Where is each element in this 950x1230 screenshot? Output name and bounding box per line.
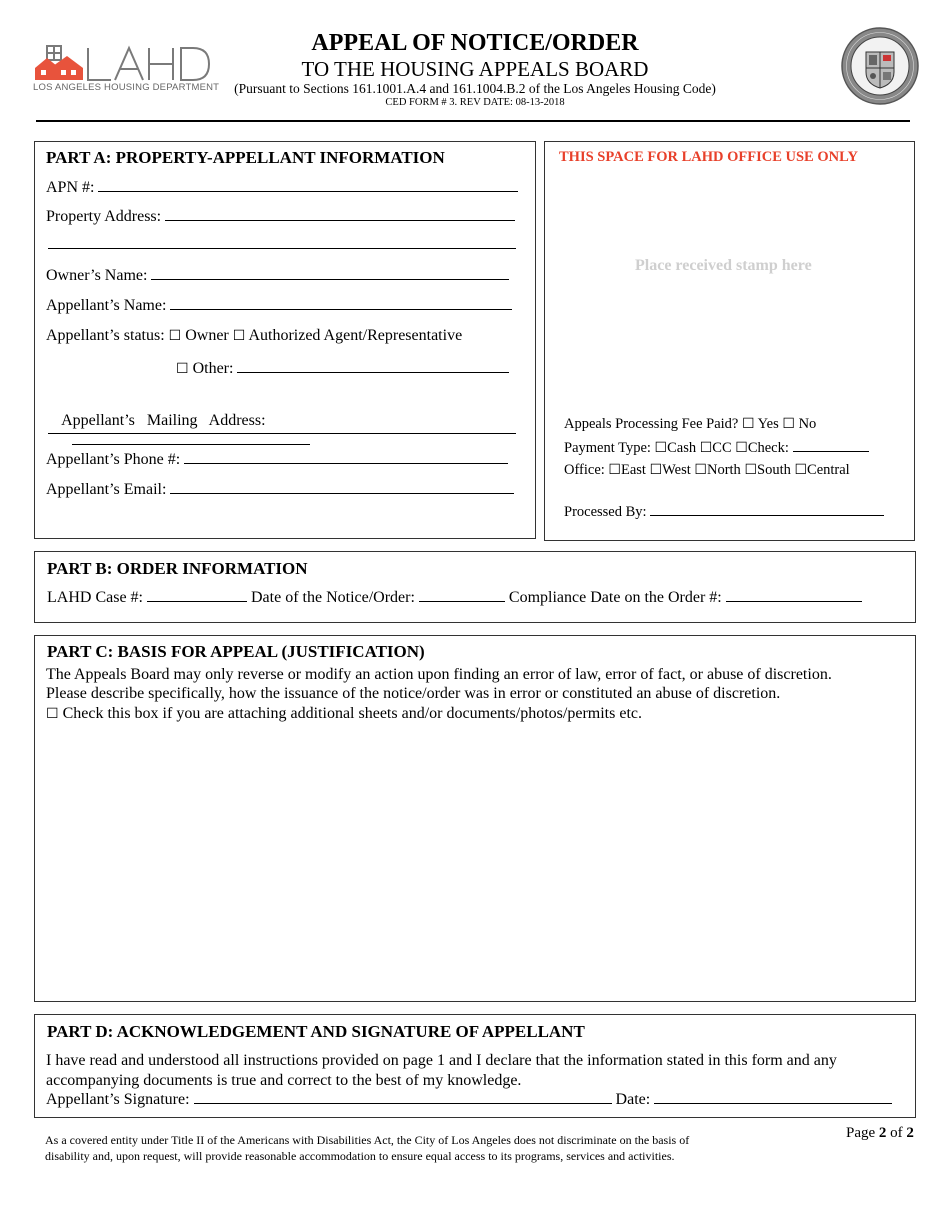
part-c-heading: PART C: BASIS FOR APPEAL (JUSTIFICATION) xyxy=(47,642,425,661)
ada-notice xyxy=(45,1132,835,1164)
office-west-checkbox[interactable]: ☐ xyxy=(649,462,663,478)
processed-by-row: Processed By: xyxy=(564,502,884,521)
status-agent-checkbox[interactable]: ☐ xyxy=(232,328,246,344)
part-b-section xyxy=(34,551,916,623)
justification-textarea[interactable] xyxy=(43,732,905,994)
phone-row: Appellant’s Phone #: xyxy=(46,450,508,470)
check-number-field[interactable] xyxy=(793,438,869,452)
acknowledgement-line-1: I have read and understood all instructions provided on page 1 and I declare that the information stated in this form and any xyxy=(46,1052,837,1069)
property-address-field-line2[interactable] xyxy=(48,248,516,249)
pursuant-note: (Pursuant to Sections 161.1001.A.4 and 161.1004.B.2 of the Los Angeles Housing Code) xyxy=(234,81,716,96)
owner-name-row: Owner’s Name: xyxy=(46,266,509,286)
status-other-row: ☐ Other: xyxy=(176,359,509,379)
signature-field[interactable] xyxy=(194,1090,612,1104)
form-revision: CED FORM # 3. REV DATE: 08-13-2018 xyxy=(385,97,565,108)
form-title: APPEAL OF NOTICE/ORDER xyxy=(311,30,639,56)
city-seal-icon xyxy=(840,26,920,106)
header-rule xyxy=(36,120,910,122)
fee-no-checkbox[interactable]: ☐ xyxy=(782,416,795,432)
payment-type-row: Payment Type: ☐Cash ☐CC ☐Check: xyxy=(564,438,869,457)
fee-paid-row: Appeals Processing Fee Paid? ☐ Yes ☐ No xyxy=(564,416,817,432)
fee-yes-checkbox[interactable]: ☐ xyxy=(742,416,755,432)
attach-row: ☐ Check this box if you are attaching additional sheets and/or documents/photos/permits etc. xyxy=(46,705,642,722)
stamp-placeholder: Place received stamp here xyxy=(635,257,812,274)
office-central-checkbox[interactable]: ☐ xyxy=(794,462,808,478)
office-north-checkbox[interactable]: ☐ xyxy=(694,462,707,478)
part-c-instructions-1: The Appeals Board may only reverse or modify an action upon finding an error of law, error of fact, or abuse of discretion. xyxy=(46,666,832,683)
owner-name-field[interactable] xyxy=(151,266,509,280)
compliance-date-field[interactable] xyxy=(726,588,862,602)
property-address-field[interactable] xyxy=(165,207,515,221)
page-number: Page 2 of 2 xyxy=(846,1125,914,1141)
part-a-section xyxy=(34,141,536,539)
attach-checkbox[interactable]: ☐ xyxy=(46,706,59,722)
apn-field[interactable] xyxy=(98,178,518,192)
logo-subtitle: LOS ANGELES HOUSING DEPARTMENT xyxy=(33,82,220,93)
office-use-section xyxy=(544,141,915,541)
pay-cc-checkbox[interactable]: ☐ xyxy=(699,440,713,456)
mailing-address-field-line2[interactable] xyxy=(48,433,516,434)
status-other-field[interactable] xyxy=(237,359,509,373)
status-owner-checkbox[interactable]: ☐ xyxy=(168,328,182,344)
acknowledgement-line-2: accompanying documents is true and correct to the best of my knowledge. xyxy=(46,1072,522,1089)
notice-date-field[interactable] xyxy=(419,588,505,602)
office-east-checkbox[interactable]: ☐ xyxy=(608,462,621,478)
property-address-row: Property Address: xyxy=(46,207,515,227)
appellant-status-row: Appellant’s status: ☐ Owner ☐ Authorized Agent/Representative xyxy=(46,327,463,344)
office-row: Office: ☐East ☐West ☐North ☐South ☐Central xyxy=(564,462,850,478)
phone-field[interactable] xyxy=(184,450,508,464)
email-field[interactable] xyxy=(170,480,514,494)
order-info-row: LAHD Case #: Date of the Notice/Order: Compliance Date on the Order #: xyxy=(47,588,862,608)
appellant-name-row: Appellant’s Name: xyxy=(46,296,512,316)
status-other-checkbox[interactable]: ☐ xyxy=(176,361,189,377)
part-d-heading: PART D: ACKNOWLEDGEMENT AND SIGNATURE OF APPELLANT xyxy=(47,1022,585,1041)
pay-cash-checkbox[interactable]: ☐ xyxy=(654,440,668,456)
part-a-heading: PART A: PROPERTY-APPELLANT INFORMATION xyxy=(46,148,445,167)
processed-by-field[interactable] xyxy=(650,502,884,516)
mailing-address-row: Appellant’s Mailing Address: xyxy=(46,391,310,471)
appellant-name-field[interactable] xyxy=(170,296,512,310)
part-c-section xyxy=(34,635,916,1002)
house-icon xyxy=(47,46,61,60)
apn-row: APN #: xyxy=(46,178,518,198)
form-subtitle: TO THE HOUSING APPEALS BOARD xyxy=(301,57,649,81)
part-d-section xyxy=(34,1014,916,1118)
email-row: Appellant’s Email: xyxy=(46,480,514,500)
ada-notice-line-1: As a covered entity under Title II of the Americans with Disabilities Act, the City of Los Angeles does not discriminate on the basis of xyxy=(45,1133,690,1147)
part-c-instructions-2: Please describe specifically, how the issuance of the notice/order was in error or constituted an abuse of discretion. xyxy=(46,685,781,702)
signature-row: Appellant’s Signature: Date: xyxy=(46,1090,892,1110)
signature-date-field[interactable] xyxy=(654,1090,892,1104)
pay-check-checkbox[interactable]: ☐ xyxy=(735,440,748,456)
office-use-heading: THIS SPACE FOR LAHD OFFICE USE ONLY xyxy=(559,149,858,165)
office-south-checkbox[interactable]: ☐ xyxy=(744,462,757,478)
ada-notice-line-2: disability and, upon request, will provide reasonable accommodation to ensure equal access to its programs, services and activities. xyxy=(45,1149,675,1163)
case-number-field[interactable] xyxy=(147,588,247,602)
part-b-heading: PART B: ORDER INFORMATION xyxy=(47,559,308,578)
